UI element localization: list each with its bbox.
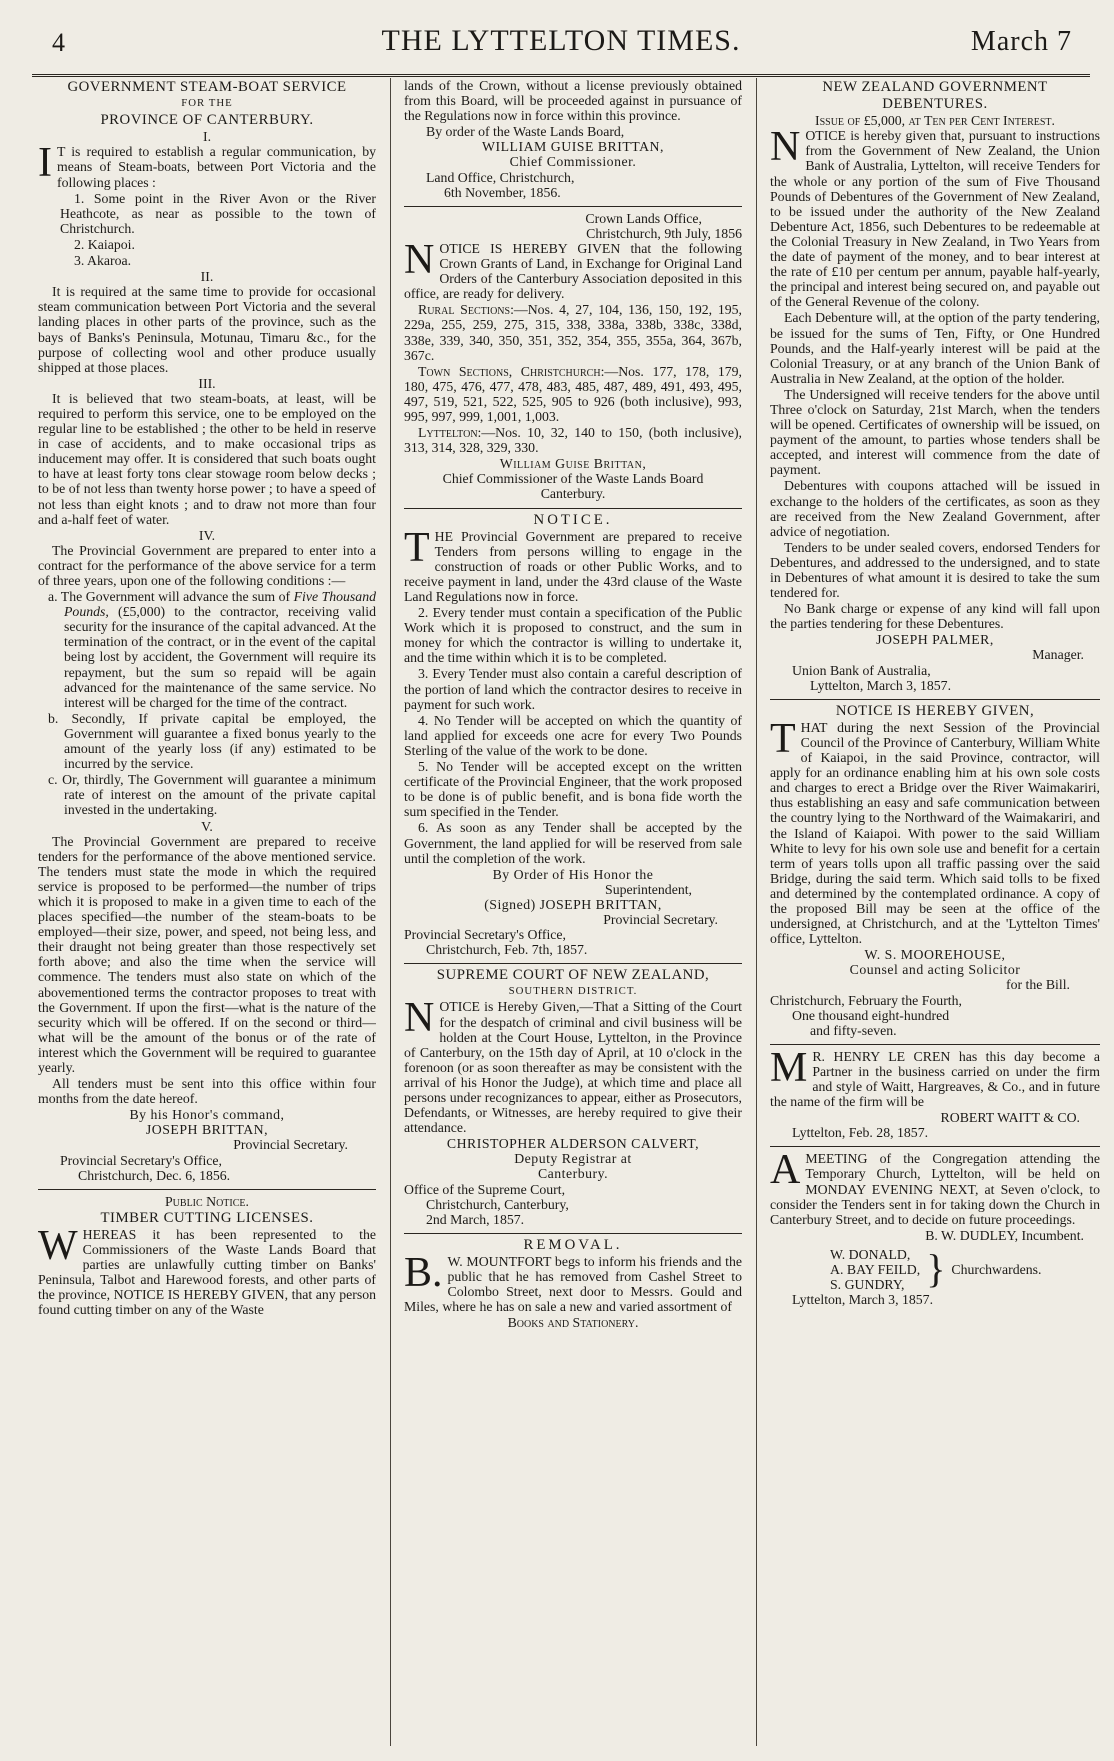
office-line: Land Office, Christchurch, — [426, 169, 575, 185]
public-works-clause: 6. As soon as any Tender shall be accepted by the Government, the land applied for will be reserved from sale until the completion of the work. — [404, 820, 742, 866]
debentures-para-3: The Undersigned will receive tenders for the above until Three o'clock on Saturday, 21st March, when the tenders will be opened. Certificates of ownership will be issued, on payment of the amount, to parties whose tenders shall be accepted, and interest will commence from the date of payment. — [770, 386, 1100, 478]
office-date: 6th November, 1856. — [444, 184, 561, 200]
churchwarden-name: W. DONALD, — [830, 1246, 911, 1262]
notice-heading: NOTICE. — [533, 511, 613, 528]
masthead-rule — [32, 74, 1090, 77]
column-3 — [770, 78, 1100, 1307]
signature-name: JOSEPH BRITTAN, — [145, 1122, 269, 1138]
list-item: 3. Akaroa. — [74, 253, 132, 269]
masthead — [32, 22, 1090, 74]
debentures-para-4: Debentures with coupons attached will be issued in exchange to the holders of the certificates, as soon as they are received from the New Zealand Government, after advice of negotiation. — [770, 478, 1100, 539]
signature-line: By Order of His Honor the — [492, 866, 654, 882]
public-works-clause: 2. Every tender must contain a specification of the Public Work which it is proposed to construct, and the sum in money for which the contractor is willing to undertake it, and the time within which it is to be completed. — [404, 605, 742, 666]
steamboat-subheading: FOR THE — [181, 97, 233, 110]
signature-title: Provincial Secretary. — [603, 911, 718, 927]
debentures-para-6: No Bank charge or expense of any kind will fall upon the parties tendering for these Debentures. — [770, 601, 1100, 632]
drop-cap: N — [404, 995, 435, 1042]
steamboat-heading: GOVERNMENT STEAM-BOAT SERVICE — [67, 79, 347, 95]
column-divider — [390, 78, 391, 1746]
steamboat-para-3: It is believed that two steam-boats, at least, will be required to perform this service, one to be employed on the regular line to be established ; the other to be held in reserve in case of accidents, and to make occasional trips as inducement may offer. It is considered that such boats ought to have at least forty tons clear stowage room below decks ; to be of not less than twenty horse power ; to have a speed of not less than eight knots ; and to draw not more than four and a-half feet of water. — [38, 390, 376, 527]
list-item: 1. Some point in the River Avon or the River Heathcote, as near as possible to the town of Christchurch. — [60, 190, 376, 236]
office-date: Christchurch, 9th July, 1856 — [586, 225, 742, 241]
churchwarden-name: A. BAY FEILD, — [830, 1261, 921, 1277]
lyttelton-sections: Lyttelton:—Nos. 10, 32, 140 to 150, (both inclusive), 313, 314, 328, 329, 330. — [404, 425, 742, 456]
steamboat-para-2: It is required at the same time to provide for occasional steam communication between Port Victoria and the several landing places in other parts of the province, such as the bays of Banks's Peninsula, Motunau, Timaru &c., for the purpose of collecting wool and other produce usually shipped at those places. — [38, 284, 376, 375]
list-item: 2. Kaiapoi. — [74, 236, 135, 252]
newspaper-page — [14, 0, 1104, 1761]
steamboat-para-1: I T is required to establish a regular communication, by means of Steam-boats, between Port Victoria and the following places : — [38, 140, 376, 190]
newspaper-title: THE LYTTELTON TIMES. — [381, 24, 741, 57]
debentures-issue: Issue of £5,000, at Ten per Cent Interest. — [814, 113, 1055, 129]
signature-title: Counsel and acting Solicitor — [849, 962, 1021, 978]
issue-date: March 7 — [970, 26, 1072, 57]
churchwardens-title: Churchwardens. — [951, 1261, 1042, 1277]
signature-name: CHRISTOPHER ALDERSON CALVERT, — [446, 1136, 700, 1152]
books-stationery: Books and Stationery. — [507, 1315, 639, 1331]
steamboat-para-5: The Provincial Government are prepared to receive tenders for the performance of the above mentioned service. The tenders must state the mode in which the required service is proposed to be performed—the number of trips which it is proposed to make in a given time to each of the places specified—the number of the steam-boats to be employed—their size, power, and speed, not being less, and their draught not being greater than those respectively set forth above; and also the time when the service will commence. The tenders must also state on which of the abovementioned terms the contractor proposes to treat with the Government. If upon the first—what is the nature of the security which will be offered. If on the second or third—what will be the amount of the bonus or of the rate of interest which the Government will be required to guarantee yearly. — [38, 833, 376, 1075]
column-2 — [404, 78, 742, 1330]
crown-grants-notice: NOTICE IS HEREBY GIVEN that the following Crown Grants of Land, in Exchange for Original Land Orders of the Canterbury Association deposited in this office, are ready for delivery. — [404, 236, 742, 302]
signature-title: Deputy Registrar at — [514, 1151, 632, 1167]
signature-name: JOSEPH PALMER, — [876, 632, 994, 648]
office-date: 2nd March, 1857. — [426, 1211, 525, 1227]
section-numeral: V. — [201, 818, 213, 834]
brace-icon: } — [926, 1246, 946, 1292]
office-line: Office of the Supreme Court, — [404, 1181, 566, 1197]
office-line: Crown Lands Office, — [585, 210, 702, 226]
court-notice: NOTICE is Hereby Given,—That a Sitting of the Court for the despatch of criminal and civil business will be holden at the Court House, Lyttelton, in the Province of Canterbury, on the 15th day of April, at 10 o'clock in the forenoon (or as soon thereafter as may be consistent with the arrival of his Honor the Judge), at which time and place all persons under recognizances to appear, either as Prosecutors, Defendants, or Witnesses, are hereby required to give their attendance. — [404, 995, 742, 1136]
signature-title: Canterbury. — [540, 486, 606, 502]
supreme-court-heading: SUPREME COURT OF NEW ZEALAND, — [436, 967, 710, 984]
steamboat-para-4: The Provincial Government are prepared to enter into a contract for the performance of the above service for a term of three years, upon one of the following conditions :— — [38, 542, 376, 588]
signature-title: for the Bill. — [1006, 977, 1070, 993]
rural-sections: Rural Sections:—Nos. 4, 27, 104, 136, 150, 192, 195, 229a, 255, 259, 275, 315, 338, 338a, 338b, 338c, 338d, 338e, 339, 340, 350, 351, 352, 354, 355, 355a, 364, 367b, 367c. — [404, 302, 742, 363]
signature-line: Superintendent, — [605, 881, 692, 897]
debentures-para-5: Tenders to be under sealed covers, endorsed Tenders for Debentures, and addressed to the undersigned, and to state in Debentures of what amount it is desired to take the sum tendered for. — [770, 539, 1100, 601]
signature-title: Chief Commissioner of the Waste Lands Board — [442, 471, 704, 487]
office-date: Christchurch, Dec. 6, 1856. — [78, 1167, 231, 1183]
order-line: By order of the Waste Lands Board, — [426, 124, 625, 140]
office-date: Lyttelton, Feb. 28, 1857. — [792, 1125, 929, 1141]
section-numeral: II. — [200, 269, 214, 285]
signature-title: Chief Commissioner. — [509, 154, 637, 170]
drop-cap: W — [38, 1222, 78, 1269]
signature-name: W. S. MOOREHOUSE, — [864, 947, 1006, 963]
section-rule — [404, 963, 742, 964]
condition-b: b. Secondly, If private capital be employed, the Government will guarantee a fixed bonus yearly to the amount of the yearly loss (if any) estimated to be incurred by the service. — [48, 710, 376, 772]
partnership-notice: M R. HENRY LE CREN has this day become a Partner in the business carried on under the firm and style of Waitt, Hargreaves, & Co., and in future the name of the firm will be — [770, 1044, 1100, 1110]
removal-notice: B. W. MOUNTFORT begs to inform his friends and the public that he has removed from Cashel Street to Colombo Street, next door to Messrs. Gould and Miles, where he has on sale a new and varied assortment of — [404, 1249, 742, 1315]
signature-title: Provincial Secretary. — [233, 1137, 348, 1153]
public-works-clause: 4. No Tender will be accepted on which the quantity of land applied for exceeds one acre for every Two Pounds Sterling of the value of the work to be done. — [404, 712, 742, 758]
signature-title: Canterbury. — [537, 1166, 609, 1182]
removal-heading: REMOVAL. — [523, 1236, 623, 1253]
debentures-para-2: Each Debenture will, at the option of the party tendering, be issued for the sums of Ten, Fifty, or One Hundred Pounds, and the Half-yearly interest will be paid at the Colonial Treasury, or at any branch of the Union Bank of Australia in New Zealand, at the option of the holder. — [770, 310, 1100, 386]
bridge-notice: THAT during the next Session of the Provincial Council of the Province of Canterbury, William White of Kaiapoi, in the said Province, contractor, will apply for an ordinance enabling him at his own sole costs and charges to erect a Bridge over the River Waimakariri, thus establishing an easy and safe communication between the country lying to the Northward of the Waimakariri, and the Island of Kaiapoi. With power to the said William White to levy for his own sole use and benefit for a certain term of years tolls upon all traffic passing over the said Bridge, during the said term. Which said tolls to be fixed and determined by the contemplated ordinance. A copy of the proposed Bill may be seen at the office of the undersigned, at Christchurch, and at the 'Lyttelton Times' office, Lyttelton. — [770, 715, 1100, 947]
section-rule — [404, 508, 742, 509]
churchwardens-block — [770, 1247, 1100, 1292]
column-1 — [38, 78, 376, 1319]
office-line: Christchurch, Canterbury, — [426, 1196, 569, 1212]
timber-notice: WHEREAS it has been represented to the Commissioners of the Waste Lands Board that parties are unlawfully cutting timber on Banks' Peninsula, Talbot and Harewood forests, and other parts of the province, NOTICE IS HEREBY GIVEN, that any person found cutting timber on any of the Waste — [38, 1222, 376, 1318]
drop-cap: B. — [404, 1249, 443, 1296]
signature-title: Manager. — [1032, 647, 1084, 663]
firm-name: ROBERT WAITT & CO. — [940, 1110, 1080, 1126]
signature-name: William Guise Brittan, — [499, 456, 647, 472]
public-works-notice: THE Provincial Government are prepared to receive Tenders from persons willing to engage in the construction of roads or other Public Works, and to receive payment in land, under the 43rd clause of the Waste Land Regulations now in force. — [404, 524, 742, 604]
steamboat-para-6: All tenders must be sent into this office within four months from the date hereof. — [38, 1076, 376, 1107]
public-notice-heading: Public Notice. — [165, 1193, 249, 1209]
office-date: Lyttelton, March 3, 1857. — [810, 677, 952, 693]
section-numeral: I. — [202, 129, 212, 145]
section-rule — [770, 1044, 1100, 1045]
section-rule — [38, 1189, 376, 1190]
drop-cap: T — [770, 715, 796, 762]
office-date: Christchurch, Feb. 7th, 1857. — [426, 942, 588, 958]
public-works-clause: 3. Every Tender must also contain a careful description of the portion of land which the contractor desires to receive in payment for such work. — [404, 666, 742, 712]
office-date: Lyttelton, March 3, 1857. — [792, 1291, 934, 1307]
timber-notice-continued: lands of the Crown, without a license previously obtained from this Board, will be proceeded against in pursuance of the Regulations now in force within this province. — [404, 78, 742, 124]
office-line: Provincial Secretary's Office, — [404, 927, 566, 943]
section-numeral: III. — [198, 375, 216, 391]
steamboat-heading-province: PROVINCE OF CANTERBURY. — [100, 112, 314, 129]
southern-district: SOUTHERN DISTRICT. — [508, 985, 638, 998]
office-line: Christchurch, February the Fourth, — [770, 992, 962, 1008]
office-line: Union Bank of Australia, — [792, 662, 931, 678]
section-rule — [404, 1233, 742, 1234]
public-works-clause: 5. No Tender will be accepted except on the written certificate of the Provincial Engineer, that the work proposed to be done is of public benefit, and is bona fide worth the sum specified in the Tender. — [404, 759, 742, 820]
section-rule — [404, 206, 742, 207]
signature-name: WILLIAM GUISE BRITTAN, — [482, 139, 664, 155]
office-line: One thousand eight-hundred — [792, 1007, 950, 1023]
condition-a: a. The Government will advance the sum of Five Thousand Pounds, (£5,000) to the contractor, receiving valid security for the insurance of the capital advanced. At the termination of the contract, or in the event of the capital being lost by accident, the Government will require its repayment, but the sum so repaid will be again advanced for the maintenance of the same service. No interest will be charged for the time of the contract. — [48, 589, 376, 710]
debentures-heading: DEBENTURES. — [882, 96, 988, 113]
drop-cap: M — [770, 1044, 808, 1091]
drop-cap: N — [770, 124, 801, 171]
drop-cap: N — [404, 236, 435, 283]
signature-name: (Signed) JOSEPH BRITTAN, — [484, 896, 662, 912]
churchwarden-name: S. GUNDRY, — [830, 1276, 905, 1292]
drop-cap: A — [770, 1147, 801, 1194]
condition-c: c. Or, thirdly, The Government will guarantee a minimum rate of interest on the amount of the private capital invested in the undertaking. — [48, 772, 376, 818]
signature-line: By his Honor's command, — [129, 1107, 285, 1123]
meeting-notice: AMEETING of the Congregation attending the Temporary Church, Lyttelton, will be held on MONDAY EVENING NEXT, at Seven o'clock, to consider the Tenders sent in for taking down the Church in Canterbury Street, and to decide on future proceedings. — [770, 1147, 1100, 1227]
town-sections: Town Sections, Christchurch:—Nos. 177, 178, 179, 180, 475, 476, 477, 478, 483, 485, 487, 489, 491, 493, 495, 497, 519, 521, 522, 525, 905 to 926 (both inclusive), 993, 995, 997, 999, 1,001, 1,003. — [404, 363, 742, 424]
section-numeral: IV. — [198, 527, 216, 543]
signature-name: B. W. DUDLEY, Incumbent. — [925, 1227, 1084, 1243]
section-rule — [770, 1146, 1100, 1147]
timber-licenses-heading: TIMBER CUTTING LICENSES. — [100, 1209, 314, 1226]
drop-cap: T — [404, 524, 430, 571]
office-line: Provincial Secretary's Office, — [60, 1152, 222, 1168]
drop-cap: I — [38, 140, 52, 187]
office-date: and fifty-seven. — [810, 1022, 897, 1038]
column-divider — [756, 78, 757, 1746]
debentures-para-1: NOTICE is hereby given that, pursuant to instructions from the Government of New Zealand, the Union Bank of Australia, Lyttelton, will receive Tenders for the whole or any portion of the sum of Five Thousand Pounds of Debentures of the Government of New Zealand, to be issued under the authority of the New Zealand Debenture Act, 1856, such Debentures to be redeemable at the Colonial Treasury in New Zealand, in Two Years from the date of payment of the money, and to bear interest at the rate of £10 per centum per annum, payable half-yearly, the principal and interest being secured on, and payable out of the General Revenue of the colony. — [770, 124, 1100, 310]
debentures-heading: NEW ZEALAND GOVERNMENT — [822, 79, 1048, 95]
bridge-notice-heading: NOTICE IS HEREBY GIVEN, — [835, 702, 1035, 719]
section-rule — [770, 699, 1100, 700]
page-number: 4 — [52, 28, 65, 57]
